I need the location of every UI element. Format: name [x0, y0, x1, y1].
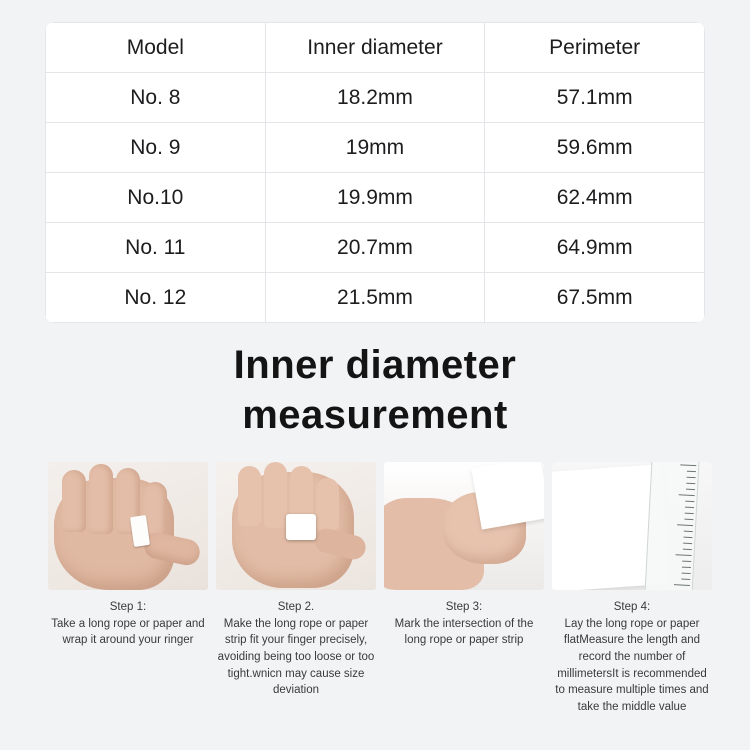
step-title: Step 3: [445, 601, 483, 613]
cell-perimeter: 62.4mm [485, 173, 705, 223]
ring-size-table [45, 22, 705, 323]
cell-perimeter: 59.6mm [485, 123, 705, 173]
table-row [46, 173, 705, 223]
hand-with-paper-strip-photo [48, 462, 208, 590]
page-title [0, 340, 750, 440]
cell-model: No. 9 [46, 123, 266, 173]
table-row [46, 273, 705, 323]
cell-perimeter: 57.1mm [485, 73, 705, 123]
cell-perimeter: 67.5mm [485, 273, 705, 323]
step-item-1 [48, 462, 208, 716]
finger-shape [264, 462, 287, 528]
column-header-model: Model [46, 23, 266, 73]
table-row [46, 73, 705, 123]
column-header-perimeter: Perimeter [485, 23, 705, 73]
step-text: Make the long rope or paper strip fit your finger precisely, avoiding being too loose or too tight.wnicn may cause size deviation [217, 617, 375, 697]
finger-shape [62, 470, 86, 532]
step-item-3 [384, 462, 544, 716]
step-item-4 [552, 462, 712, 716]
cell-model: No. 8 [46, 73, 266, 123]
paper-sheet-shape [471, 462, 544, 530]
hand-fitting-strip-photo [216, 462, 376, 590]
cell-perimeter: 64.9mm [485, 223, 705, 273]
step-caption-1 [48, 599, 208, 649]
cell-inner-diameter: 20.7mm [265, 223, 485, 273]
cell-model: No. 12 [46, 273, 266, 323]
cell-inner-diameter: 19.9mm [265, 173, 485, 223]
finger-shape [89, 464, 113, 534]
table-header-row [46, 23, 705, 73]
step-text: Take a long rope or paper and wrap it around your ringer [51, 617, 205, 647]
step-title: Step 4: [613, 601, 651, 613]
page-title-line1: Inner diameter [233, 343, 517, 387]
step-title: Step 1: [109, 601, 147, 613]
ruler-shape [644, 462, 699, 590]
step-title: Step 2. [277, 601, 315, 613]
table-row [46, 223, 705, 273]
step-item-2 [216, 462, 376, 716]
step-text: Mark the intersection of the long rope or paper strip [394, 617, 534, 647]
steps-row [48, 462, 709, 716]
size-table-container [45, 22, 705, 323]
step-caption-4 [552, 599, 712, 716]
paper-strip-shape [286, 514, 316, 540]
step-caption-2 [216, 599, 376, 699]
finger-shape [238, 466, 261, 526]
step-caption-3 [384, 599, 544, 649]
step-text: Lay the long rope or paper flatMeasure the length and record the number of millimetersIt is recommended to measure multiple times and take the middle value [555, 617, 709, 714]
marking-intersection-photo [384, 462, 544, 590]
cell-inner-diameter: 19mm [265, 123, 485, 173]
finger-shape [316, 478, 339, 530]
page-title-line2: measurement [242, 393, 508, 437]
cell-inner-diameter: 21.5mm [265, 273, 485, 323]
table-row [46, 123, 705, 173]
cell-inner-diameter: 18.2mm [265, 73, 485, 123]
ruler-measuring-photo [552, 462, 712, 590]
cell-model: No.10 [46, 173, 266, 223]
cell-model: No. 11 [46, 223, 266, 273]
column-header-inner-diameter: Inner diameter [265, 23, 485, 73]
